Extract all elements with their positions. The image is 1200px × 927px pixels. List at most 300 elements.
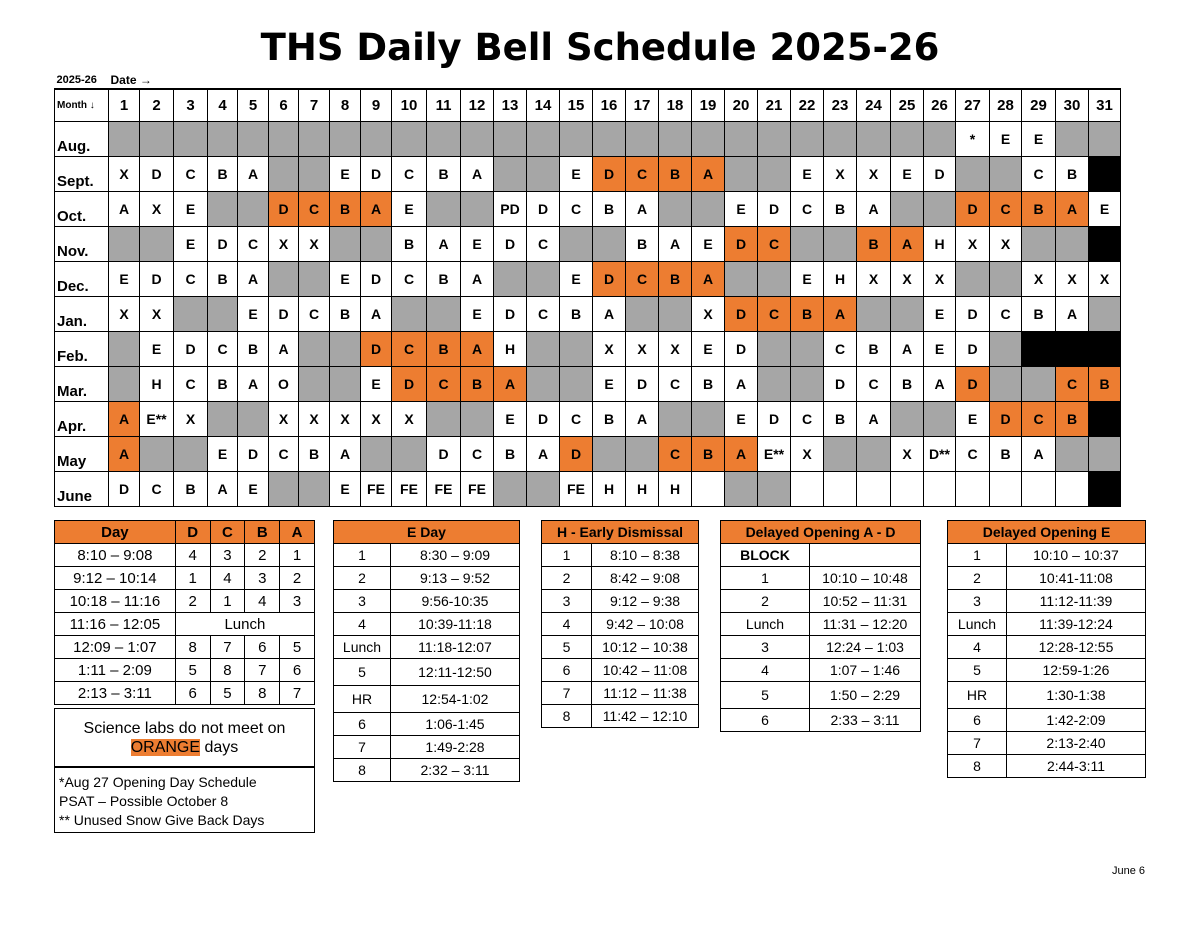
period-label: 2 — [334, 567, 391, 590]
day-cell: X — [857, 262, 891, 297]
period-label: 6 — [721, 709, 810, 732]
day-cell — [990, 332, 1022, 367]
day-cell: C — [758, 297, 791, 332]
e-day-table — [333, 520, 520, 782]
day-cell: A — [891, 227, 924, 262]
day-cell — [1056, 122, 1089, 157]
day-cell — [527, 332, 560, 367]
day-cell — [758, 472, 791, 507]
period-time: 12:28-12:55 — [1007, 636, 1146, 659]
day-cell: B — [891, 367, 924, 402]
period-time: 11:42 – 12:10 — [592, 705, 699, 728]
day-cell: C — [299, 297, 330, 332]
day-cell: D — [758, 402, 791, 437]
period-number: 4 — [210, 567, 245, 590]
month-label: June — [55, 472, 109, 507]
day-cell: X — [924, 262, 956, 297]
period-time: 10:12 – 10:38 — [592, 636, 699, 659]
delayed-opening-e-table — [947, 520, 1146, 778]
month-row-feb — [55, 332, 1121, 367]
day-cell: B — [208, 367, 238, 402]
day-cell: B — [1089, 367, 1121, 402]
day-cell — [461, 122, 494, 157]
day-cell: D — [924, 157, 956, 192]
day-cell: C — [527, 297, 560, 332]
day-cell: X — [269, 227, 299, 262]
e_day-title: E Day — [334, 521, 520, 544]
day-cell: C — [174, 367, 208, 402]
period-number: 3 — [210, 544, 245, 567]
period-number: 6 — [245, 636, 280, 659]
period-time: 12:09 – 1:07 — [55, 636, 176, 659]
e_day-header — [334, 521, 520, 544]
day-cell — [692, 122, 725, 157]
day-cell — [1089, 332, 1121, 367]
day-number-5: 5 — [238, 89, 269, 122]
day-cell — [299, 262, 330, 297]
e_day-row — [334, 686, 520, 713]
day-cell — [725, 472, 758, 507]
day-cell: D — [494, 297, 527, 332]
day-cell: H — [824, 262, 857, 297]
day-cell — [1022, 332, 1056, 367]
month-row-sept — [55, 157, 1121, 192]
h_day-row — [542, 590, 699, 613]
day-cell: D — [725, 297, 758, 332]
day-cell: B — [593, 192, 626, 227]
period-label: 7 — [542, 682, 592, 705]
day-cell — [924, 472, 956, 507]
period-time — [810, 544, 921, 567]
day-cell: C — [392, 332, 427, 367]
day-cell — [956, 472, 990, 507]
period-label: 4 — [948, 636, 1007, 659]
day-cell — [560, 332, 593, 367]
day-cell — [238, 192, 269, 227]
month-row-june — [55, 472, 1121, 507]
day-cell: D — [527, 192, 560, 227]
month-label: May — [55, 437, 109, 472]
day-cell: FE — [560, 472, 593, 507]
day-cell: B — [626, 227, 659, 262]
day-cell: E — [725, 402, 758, 437]
day-cell: D — [174, 332, 208, 367]
day-number-21: 21 — [758, 89, 791, 122]
day-cell: E — [140, 332, 174, 367]
day-cell: C — [791, 192, 824, 227]
month-label: Feb. — [55, 332, 109, 367]
day-cell — [990, 472, 1022, 507]
delayed_e-row — [948, 732, 1146, 755]
day-cell: C — [560, 192, 593, 227]
day-cell: C — [626, 157, 659, 192]
day-cell: X — [1089, 262, 1121, 297]
day-cell — [140, 227, 174, 262]
day-cell — [494, 122, 527, 157]
day-cell — [208, 402, 238, 437]
day-cell — [527, 367, 560, 402]
period-label: 6 — [948, 709, 1007, 732]
footnote-snow-days: ** Unused Snow Give Back Days — [59, 812, 265, 828]
day-cell — [593, 122, 626, 157]
day-cell: H — [626, 472, 659, 507]
day-cell — [824, 227, 857, 262]
period-time: 2:33 – 3:11 — [810, 709, 921, 732]
day-cell: X — [109, 157, 140, 192]
day-cell: B — [857, 332, 891, 367]
day-cell — [238, 402, 269, 437]
month-row-dec — [55, 262, 1121, 297]
day-cell — [299, 157, 330, 192]
period-number: 7 — [245, 659, 280, 682]
day-cell: X — [659, 332, 692, 367]
day-cell — [527, 122, 560, 157]
period-label: 3 — [542, 590, 592, 613]
footnotes-box — [54, 766, 315, 833]
period-label: 1 — [334, 544, 391, 567]
day-cell: FE — [392, 472, 427, 507]
day-cell: C — [527, 227, 560, 262]
day-cell: B — [857, 227, 891, 262]
day-cell — [392, 437, 427, 472]
day-header-a: A — [280, 521, 315, 544]
period-time: 8:10 – 9:08 — [55, 544, 176, 567]
period-time: 9:56-10:35 — [391, 590, 520, 613]
day-cell: C — [427, 367, 461, 402]
month-row-oct — [55, 192, 1121, 227]
period-time: 1:30-1:38 — [1007, 682, 1146, 709]
day-cell — [109, 367, 140, 402]
period-time: 11:16 – 12:05 — [55, 613, 176, 636]
day-cell: X — [626, 332, 659, 367]
day-cell: E — [174, 227, 208, 262]
h_day-row — [542, 659, 699, 682]
day-cell — [725, 262, 758, 297]
day-number-14: 14 — [527, 89, 560, 122]
period-label: 6 — [542, 659, 592, 682]
day-cell: D — [427, 437, 461, 472]
month-row-mar — [55, 367, 1121, 402]
month-label: Sept. — [55, 157, 109, 192]
day-cell: C — [269, 437, 299, 472]
day-cell — [109, 227, 140, 262]
period-label: 4 — [542, 613, 592, 636]
day-cell: D — [208, 227, 238, 262]
day-cell: E — [109, 262, 140, 297]
day-cell: A — [330, 437, 361, 472]
delayed_e-row — [948, 709, 1146, 732]
day-cell: E — [791, 262, 824, 297]
day-cell: A — [1056, 192, 1089, 227]
day-number-25: 25 — [891, 89, 924, 122]
day-cell: C — [857, 367, 891, 402]
day-cell — [593, 437, 626, 472]
delayed_ad-row — [721, 613, 921, 636]
day-cell — [659, 122, 692, 157]
day-cell: B — [1022, 297, 1056, 332]
day-cell — [494, 472, 527, 507]
day-cell — [857, 297, 891, 332]
period-time: 1:06-1:45 — [391, 713, 520, 736]
day-number-6: 6 — [269, 89, 299, 122]
delayed_e-row — [948, 544, 1146, 567]
day-cell: A — [527, 437, 560, 472]
day-cell — [109, 332, 140, 367]
day-table-row — [55, 544, 315, 567]
day-cell: X — [109, 297, 140, 332]
day-cell — [593, 227, 626, 262]
month-label: Apr. — [55, 402, 109, 437]
day-cell: * — [956, 122, 990, 157]
day-header-c: C — [210, 521, 245, 544]
day-cell: D — [593, 157, 626, 192]
day-cell: B — [990, 437, 1022, 472]
period-label: 4 — [721, 659, 810, 682]
period-time: 12:59-1:26 — [1007, 659, 1146, 682]
day-cell: E — [392, 192, 427, 227]
day-cell: X — [990, 227, 1022, 262]
day-cell — [208, 122, 238, 157]
day-cell — [109, 122, 140, 157]
delayed_ad-row — [721, 567, 921, 590]
day-cell: FE — [461, 472, 494, 507]
day-cell — [361, 437, 392, 472]
day-cell — [1056, 332, 1089, 367]
delayed_e-row — [948, 659, 1146, 682]
day-number-15: 15 — [560, 89, 593, 122]
day-cell: C — [1056, 367, 1089, 402]
day-cell — [626, 122, 659, 157]
day-cell: E — [560, 262, 593, 297]
delayed_ad-row — [721, 590, 921, 613]
day-cell — [891, 192, 924, 227]
day-cell: X — [330, 402, 361, 437]
day-cell: A — [626, 192, 659, 227]
delayed_e-row — [948, 682, 1146, 709]
day-cell: H — [659, 472, 692, 507]
day-cell: E — [692, 332, 725, 367]
day-cell — [725, 157, 758, 192]
day-header-d: D — [175, 521, 210, 544]
day-cell: C — [1022, 402, 1056, 437]
day-cell: A — [692, 262, 725, 297]
day-cell — [527, 472, 560, 507]
day-cell: D — [956, 367, 990, 402]
delayed_ad-header — [721, 521, 921, 544]
day-cell: D — [956, 297, 990, 332]
day-cell: H — [494, 332, 527, 367]
day-cell: X — [1022, 262, 1056, 297]
day-cell: C — [392, 157, 427, 192]
day-cell: D — [361, 262, 392, 297]
day-cell: B — [560, 297, 593, 332]
day-cell — [791, 227, 824, 262]
day-cell: E — [330, 262, 361, 297]
h_day-title: H - Early Dismissal — [542, 521, 699, 544]
day-cell: A — [109, 402, 140, 437]
day-cell: A — [891, 332, 924, 367]
day-cell: D — [626, 367, 659, 402]
year-label: 2025-26 — [56, 74, 97, 86]
period-label: 7 — [334, 736, 391, 759]
period-label: 8 — [334, 759, 391, 782]
day-cell: E — [1089, 192, 1121, 227]
day-cell — [361, 122, 392, 157]
footnote-opening-day: *Aug 27 Opening Day Schedule — [59, 774, 257, 790]
period-number: 3 — [245, 567, 280, 590]
period-label: 3 — [334, 590, 391, 613]
day-cell — [1022, 227, 1056, 262]
day-cell: X — [891, 437, 924, 472]
day-cell — [791, 122, 824, 157]
day-table-row — [55, 659, 315, 682]
day-cell: A — [238, 157, 269, 192]
footnote-psat: PSAT – Possible October 8 — [59, 793, 229, 809]
day-cell: X — [593, 332, 626, 367]
period-time: 10:41-11:08 — [1007, 567, 1146, 590]
day-cell: H — [593, 472, 626, 507]
day-cell — [427, 192, 461, 227]
period-label: 5 — [948, 659, 1007, 682]
day-cell: D — [361, 332, 392, 367]
day-cell: O — [269, 367, 299, 402]
day-cell: D — [824, 367, 857, 402]
day-cell — [990, 262, 1022, 297]
h_day-row — [542, 613, 699, 636]
e_day-row — [334, 590, 520, 613]
day-cell: A — [361, 297, 392, 332]
day-cell — [1089, 437, 1121, 472]
day-table-row — [55, 613, 315, 636]
period-number: 2 — [280, 567, 315, 590]
calendar-day-header — [55, 89, 1121, 122]
day-cell: X — [956, 227, 990, 262]
day-cell: X — [857, 157, 891, 192]
day-cell — [626, 437, 659, 472]
day-cell — [527, 157, 560, 192]
day-cell — [140, 122, 174, 157]
day-cell — [392, 297, 427, 332]
day-schedule-table — [54, 520, 315, 705]
period-time: 11:12-11:39 — [1007, 590, 1146, 613]
delayed_e-row — [948, 590, 1146, 613]
day-cell: X — [1056, 262, 1089, 297]
period-time: 1:42-2:09 — [1007, 709, 1146, 732]
day-cell: C — [659, 437, 692, 472]
day-cell — [208, 297, 238, 332]
day-table-row — [55, 636, 315, 659]
period-number: 4 — [245, 590, 280, 613]
day-cell: B — [593, 402, 626, 437]
delayed_e-row — [948, 567, 1146, 590]
period-time: 1:49-2:28 — [391, 736, 520, 759]
day-cell: D — [140, 262, 174, 297]
day-cell: E — [208, 437, 238, 472]
day-cell — [659, 297, 692, 332]
day-cell — [269, 262, 299, 297]
day-number-30: 30 — [1056, 89, 1089, 122]
day-cell: D — [560, 437, 593, 472]
period-label: 8 — [948, 755, 1007, 778]
day-cell — [891, 402, 924, 437]
day-cell: B — [659, 262, 692, 297]
day-cell — [238, 122, 269, 157]
day-cell — [560, 122, 593, 157]
day-cell: H — [140, 367, 174, 402]
day-cell: D — [109, 472, 140, 507]
day-cell: X — [824, 157, 857, 192]
day-cell — [560, 367, 593, 402]
day-cell: X — [791, 437, 824, 472]
day-cell: A — [109, 192, 140, 227]
month-row-jan — [55, 297, 1121, 332]
h-early-dismissal-table — [541, 520, 699, 728]
period-time: 8:30 – 9:09 — [391, 544, 520, 567]
delayed_ad-row — [721, 682, 921, 709]
period-label: HR — [948, 682, 1007, 709]
day-cell: D — [725, 332, 758, 367]
period-number: 1 — [280, 544, 315, 567]
day-cell: E — [725, 192, 758, 227]
day-cell — [1056, 437, 1089, 472]
period-time: 12:54-1:02 — [391, 686, 520, 713]
period-time: 10:42 – 11:08 — [592, 659, 699, 682]
period-time: 10:52 – 11:31 — [810, 590, 921, 613]
page-title: THS Daily Bell Schedule 2025-26 — [260, 26, 940, 69]
day-cell — [791, 367, 824, 402]
day-cell — [174, 297, 208, 332]
day-cell — [299, 332, 330, 367]
note-line-1: Science labs do not meet on — [83, 720, 286, 737]
day-cell — [208, 192, 238, 227]
day-cell — [174, 122, 208, 157]
day-cell — [692, 192, 725, 227]
day-cell: A — [593, 297, 626, 332]
day-cell: C — [299, 192, 330, 227]
period-label: 4 — [334, 613, 391, 636]
period-label: 5 — [334, 659, 391, 686]
day-cell: FE — [427, 472, 461, 507]
period-number: 6 — [280, 659, 315, 682]
day-cell: B — [299, 437, 330, 472]
day-number-12: 12 — [461, 89, 494, 122]
period-time: 11:12 – 11:38 — [592, 682, 699, 705]
day-cell: D — [238, 437, 269, 472]
day-cell: A — [427, 227, 461, 262]
month-label: Aug. — [55, 122, 109, 157]
day-cell: X — [269, 402, 299, 437]
day-cell: A — [461, 262, 494, 297]
day-number-4: 4 — [208, 89, 238, 122]
day-cell: B — [174, 472, 208, 507]
delayed_e-title: Delayed Opening E — [948, 521, 1146, 544]
day-cell — [299, 472, 330, 507]
month-row-aug — [55, 122, 1121, 157]
day-number-26: 26 — [924, 89, 956, 122]
period-time: 8:42 – 9:08 — [592, 567, 699, 590]
period-time: 9:12 – 10:14 — [55, 567, 176, 590]
day-cell — [891, 122, 924, 157]
period-time: 2:13 – 3:11 — [55, 682, 176, 705]
day-cell — [1022, 367, 1056, 402]
day-cell: B — [330, 192, 361, 227]
day-cell — [461, 402, 494, 437]
day-cell — [924, 192, 956, 227]
period-number: 8 — [175, 636, 210, 659]
day-cell: A — [208, 472, 238, 507]
day-number-9: 9 — [361, 89, 392, 122]
month-label: Mar. — [55, 367, 109, 402]
